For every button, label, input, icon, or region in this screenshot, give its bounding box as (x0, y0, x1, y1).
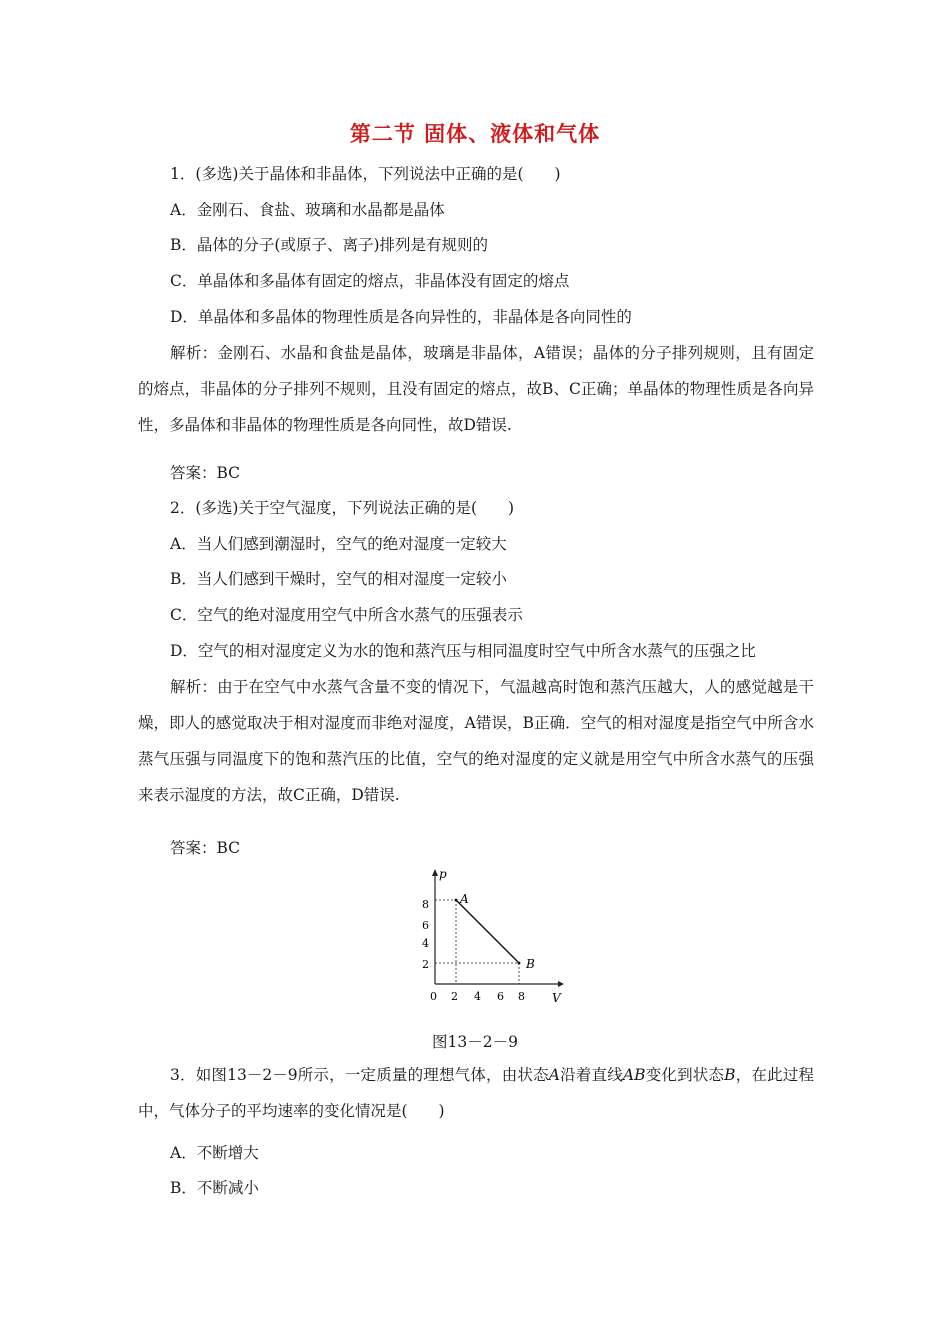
question-1-option-c: C．单晶体和多晶体有固定的熔点，非晶体没有固定的熔点 (170, 272, 570, 290)
x-axis-label: V (552, 991, 561, 1004)
question-2-option-b: B．当人们感到干燥时，空气的相对湿度一定较小 (170, 570, 507, 588)
page-title: 第二节 固体、液体和气体 (349, 122, 601, 146)
x-tick-6: 6 (497, 990, 504, 1003)
q3-var-a: A (548, 1066, 560, 1084)
question-2-option-c: C．空气的绝对湿度用空气中所含水蒸气的压强表示 (170, 606, 523, 624)
question-1-answer: 答案：BC (170, 464, 241, 482)
question-1-analysis: 解析：金刚石、水晶和食盐是晶体，玻璃是非晶体，A错误；晶体的分子排列规则，且有固定的熔点，非晶体的分子排列不规则，且没有固定的熔点，故B、C正确；单晶体的物理性质是各向异性，多晶体和非晶体的物理性质是各向同性，故D错误. (138, 344, 814, 434)
y-tick-4: 4 (422, 937, 429, 950)
question-1-option-a: A．金刚石、食盐、玻璃和水晶都是晶体 (170, 201, 445, 219)
q3-stem-part-3: 变化到状态 (645, 1066, 725, 1084)
x-axis-arrow (558, 981, 564, 987)
question-3-stem (138, 1057, 814, 1129)
question-2-option-a: A．当人们感到潮湿时，空气的绝对湿度一定较大 (170, 535, 507, 553)
q3-stem-part-2: 沿着直线 (559, 1066, 623, 1084)
question-2-stem: 2．(多选)关于空气湿度，下列说法正确的是( ) (170, 499, 515, 517)
q3-stem-part-1: 3．如图13－2－9所示，一定质量的理想气体，由状态 (170, 1066, 549, 1084)
question-1-stem: 1．(多选)关于晶体和非晶体，下列说法中正确的是( ) (170, 165, 561, 183)
q3-var-ab: AB (622, 1066, 646, 1084)
question-3-option-b: B．不断减小 (170, 1179, 259, 1197)
x-tick-8: 8 (518, 990, 525, 1003)
point-a-label: A (460, 892, 469, 906)
point-a (455, 899, 458, 902)
x-tick-4: 4 (474, 990, 481, 1003)
y-tick-8: 8 (422, 898, 429, 911)
question-2-answer: 答案：BC (170, 839, 241, 857)
question-3-option-a: A．不断增大 (170, 1144, 259, 1162)
y-tick-6: 6 (422, 919, 429, 932)
y-axis-label: p (439, 867, 447, 881)
figure-caption: 图13－2－9 (432, 1033, 518, 1051)
y-axis-arrow (432, 869, 438, 876)
question-2-option-d: D．空气的相对湿度定义为水的饱和蒸汽压与相同温度时空气中所含水蒸气的压强之比 (170, 642, 756, 660)
q3-var-b: B (724, 1066, 736, 1084)
line-ab (456, 900, 519, 963)
question-1-option-b: B．晶体的分子(或原子、离子)排列是有规则的 (170, 236, 488, 254)
q3-stem-part-4: ，在此过程中，气体分子的平均速率的变化情况是( ) (138, 1066, 814, 1120)
question-2-analysis: 解析：由于在空气中水蒸气含量不变的情况下，气温越高时饱和蒸汽压越大，人的感觉越是干燥，即人的感觉取决于相对湿度而非绝对湿度，A错误，B正确．空气的相对湿度是指空气中所含水蒸气压强与同温度下的饱和蒸汽压的比值，空气的绝对湿度的定义就是用空气中所含水蒸气的压强来表示湿度的方法，故C正确，D错误. (138, 678, 814, 804)
p-v-graph (418, 864, 568, 1004)
question-1-option-d: D．单晶体和多晶体的物理性质是各向异性的，非晶体是各向同性的 (170, 308, 632, 326)
y-tick-2: 2 (422, 958, 429, 971)
point-b (518, 962, 521, 965)
point-b-label: B (526, 957, 535, 971)
x-tick-2: 2 (451, 990, 458, 1003)
x-tick-0: 0 (430, 990, 437, 1003)
